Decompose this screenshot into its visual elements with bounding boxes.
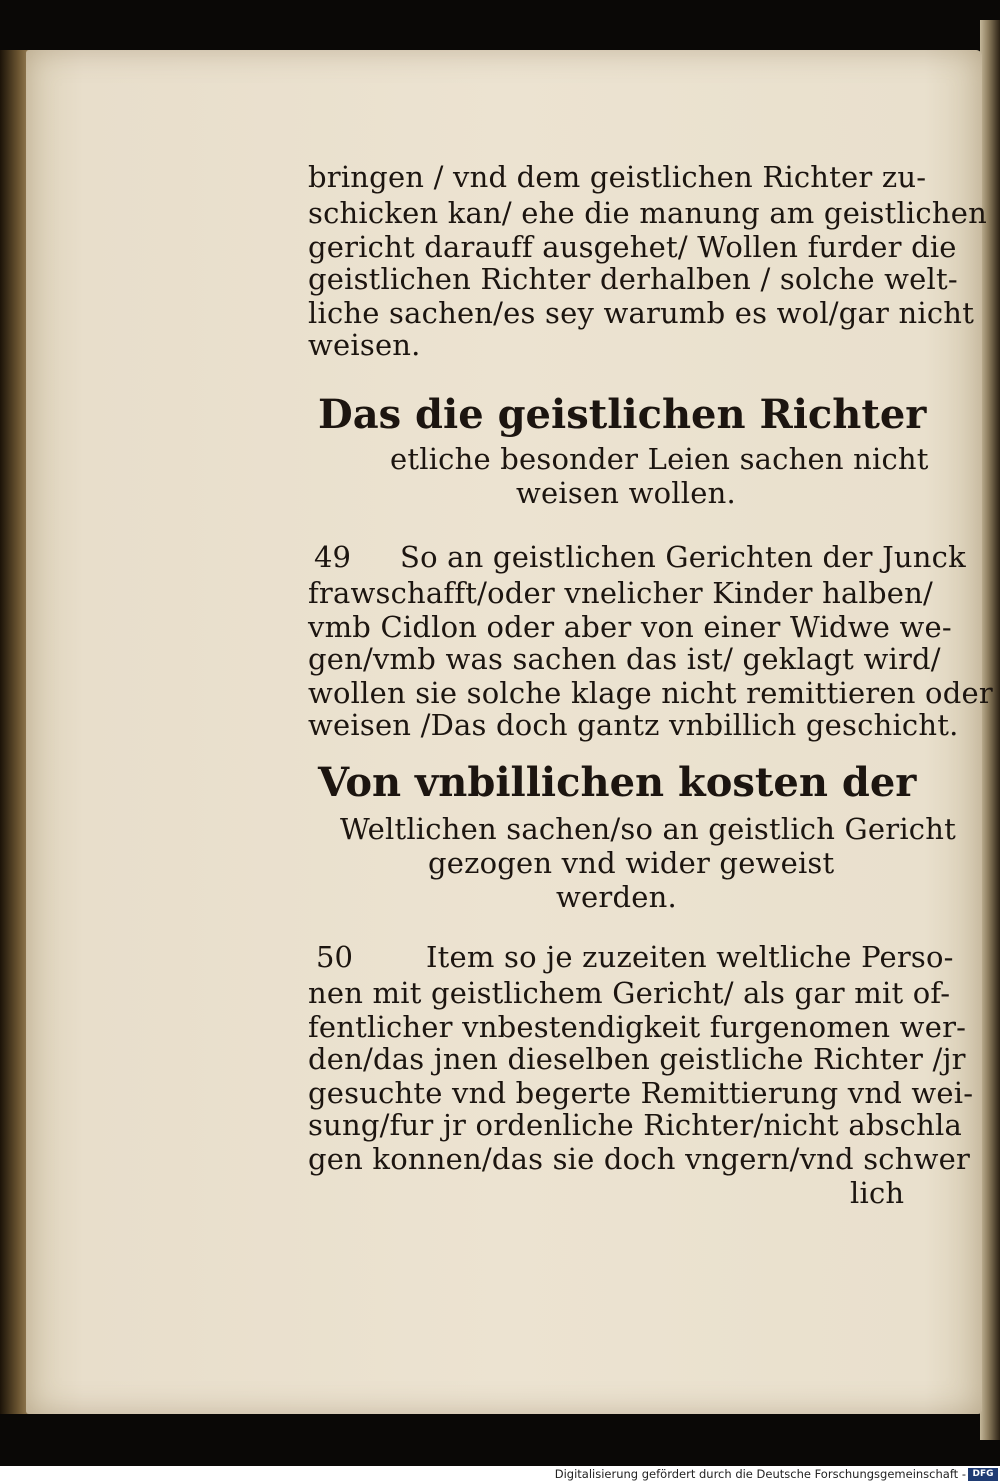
section-heading-line: Weltlichen sachen/so an geistlich Gericht [340, 812, 956, 846]
body-line: gen/vmb was sachen das ist/ geklagt wird/ [308, 642, 941, 676]
body-line: geistlichen Richter derhalben / solche welt- [308, 262, 958, 296]
body-line: gesuchte vnd begerte Remittierung vnd wei- [308, 1076, 974, 1110]
paragraph-number: 49 [314, 540, 351, 574]
section-heading: Von vnbillichen kosten der [318, 759, 917, 806]
body-line: So an geistlichen Gerichten der Junck [400, 540, 966, 574]
body-line: Item so je zuzeiten weltliche Perso- [426, 940, 954, 974]
body-line: den/das jnen dieselben geistliche Richter /jr [308, 1042, 966, 1076]
body-line: weisen /Das doch gantz vnbillich geschicht. [308, 708, 959, 742]
body-line: gen konnen/das sie doch vngern/vnd schwer [308, 1142, 971, 1176]
section-heading-line: werden. [556, 880, 677, 914]
digitization-credit: Digitalisierung gefördert durch die Deutsche Forschungsgemeinschaft - [554, 1467, 966, 1481]
body-line: frawschafft/oder vnelicher Kinder halben/ [308, 576, 933, 610]
section-heading-line: etliche besonder Leien sachen nicht [390, 442, 929, 476]
catchword: lich [850, 1176, 905, 1210]
body-line: vmb Cidlon oder aber von einer Widwe we- [308, 610, 952, 644]
section-heading-line: gezogen vnd wider geweist [428, 846, 835, 880]
section-heading-line: weisen wollen. [516, 476, 736, 510]
section-heading: Das die geistlichen Richter [318, 391, 927, 438]
body-line: liche sachen/es sey warumb es wol/gar nicht [308, 296, 975, 330]
body-line: weisen. [308, 328, 421, 362]
body-line: wollen sie solche klage nicht remittieren oder [308, 676, 993, 710]
body-line: sung/fur jr ordenliche Richter/nicht abschla [308, 1108, 962, 1142]
body-line: fentlicher vnbestendigkeit furgenomen wer- [308, 1010, 967, 1044]
body-line: gericht darauff ausgehet/ Wollen furder die [308, 230, 957, 264]
body-line: schicken kan/ ehe die manung am geistlichen [308, 196, 987, 230]
paragraph-number: 50 [316, 940, 353, 974]
body-line: nen mit geistlichem Gericht/ als gar mit of- [308, 976, 951, 1010]
dfg-logo: DFG [968, 1468, 998, 1481]
body-line: bringen / vnd dem geistlichen Richter zu- [308, 160, 927, 194]
